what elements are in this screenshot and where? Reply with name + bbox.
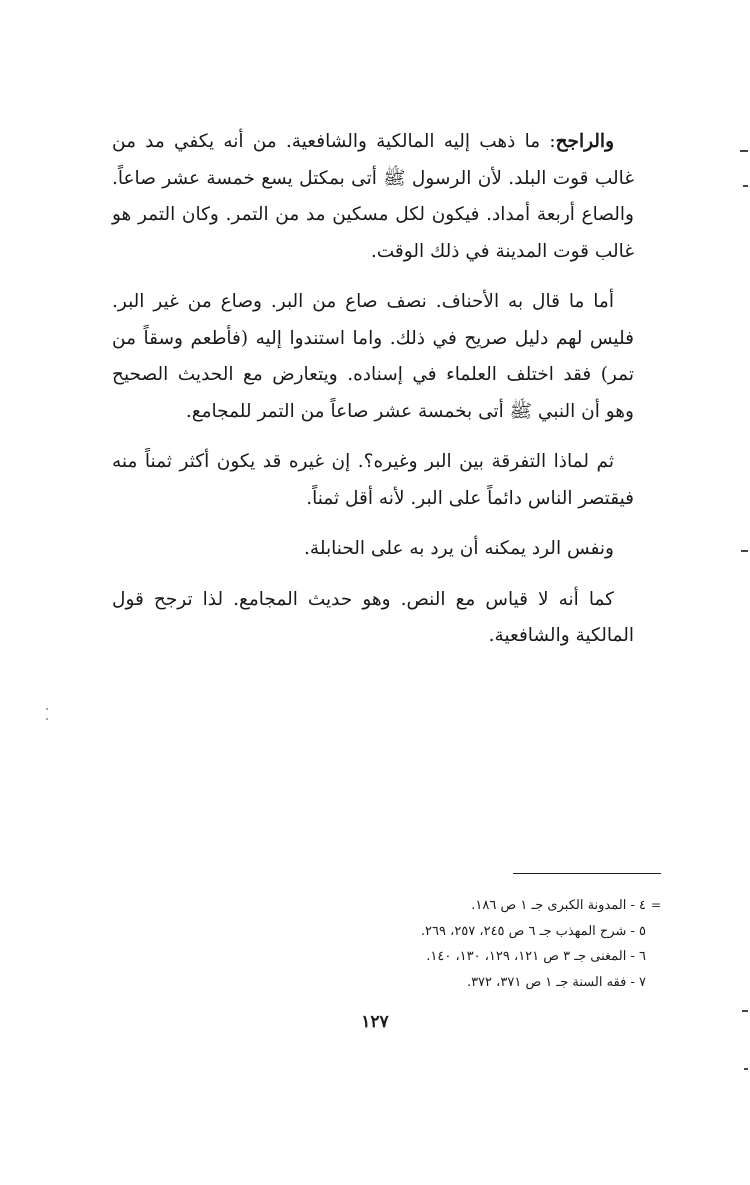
footnotes (300, 893, 646, 995)
scan-edge-mark (744, 1068, 748, 1070)
page-number: ١٢٧ (361, 1012, 389, 1032)
paragraph-4 (112, 531, 634, 568)
paragraph-text: كما أنه لا قياس مع النص. وهو حديث المجامع. لذا ترجح قول المالكية والشافعية. (112, 588, 634, 646)
paragraph-text: أما ما قال به الأحناف. نصف صاع من البر. وصاع من غير البر. فليس لهم دليل صريح في ذلك. واما استندوا إليه (فأطعم وسقاً من تمر) فقد اختلف العلماء في إسناده. ويتعارض مع الحديث الصحيح وهو أن النبي ﷺ أتى بخمسة عشر صاعاً من التمر للمجامع. (112, 291, 634, 422)
scan-edge-mark (743, 185, 748, 187)
footnote: ٥ - شرح المهذب جـ ٦ ص ٢٤٥، ٢٥٧، ٢٦٩. (420, 923, 646, 939)
paragraph-text: ثم لماذا التفرقة بين البر وغيره؟. إن غيره قد يكون أكثر ثمناً منه فيقتصر الناس دائماً على البر. لأنه أقل ثمناً. (112, 451, 634, 509)
paragraph-1 (112, 124, 634, 270)
scan-edge-mark (742, 1010, 748, 1012)
paragraph-lead-word: والراجح (555, 131, 614, 152)
paragraph-5 (112, 582, 634, 655)
scan-edge-mark (741, 550, 748, 552)
paragraph-2 (112, 284, 634, 430)
scan-speck (46, 708, 48, 710)
main-text (112, 124, 634, 669)
scan-edge-mark (740, 150, 748, 152)
footnote: ٤ - المدونة الكبرى جـ ١ ص ١٨٦. (471, 898, 646, 913)
paragraph-text: : ما ذهب إليه المالكية والشافعية. من أنه يكفي مد من غالب قوت البلد. لأن الرسول ﷺ أتى بمكتل يسع خمسة عشر صاعاً. والصاع أربعة أمداد. فيكون لكل مسكين مد من التمر. وكان التمر هو غالب قوت المدينة في ذلك الوقت. (112, 131, 634, 262)
paragraph-3 (112, 444, 634, 517)
paragraph-text: ونفس الرد يمكنه أن يرد به على الحنابلة. (304, 538, 614, 559)
footnote-continuation-marker: = (651, 898, 662, 912)
scan-speck (46, 718, 48, 720)
footnote: ٧ - فقه السنة جـ ١ ص ٣٧١، ٣٧٢. (466, 974, 646, 990)
footnote: ٦ - المغنى جـ ٣ ص ١٢١، ١٢٩، ١٣٠، ١٤٠. (426, 949, 646, 964)
footnote-separator (513, 873, 661, 874)
